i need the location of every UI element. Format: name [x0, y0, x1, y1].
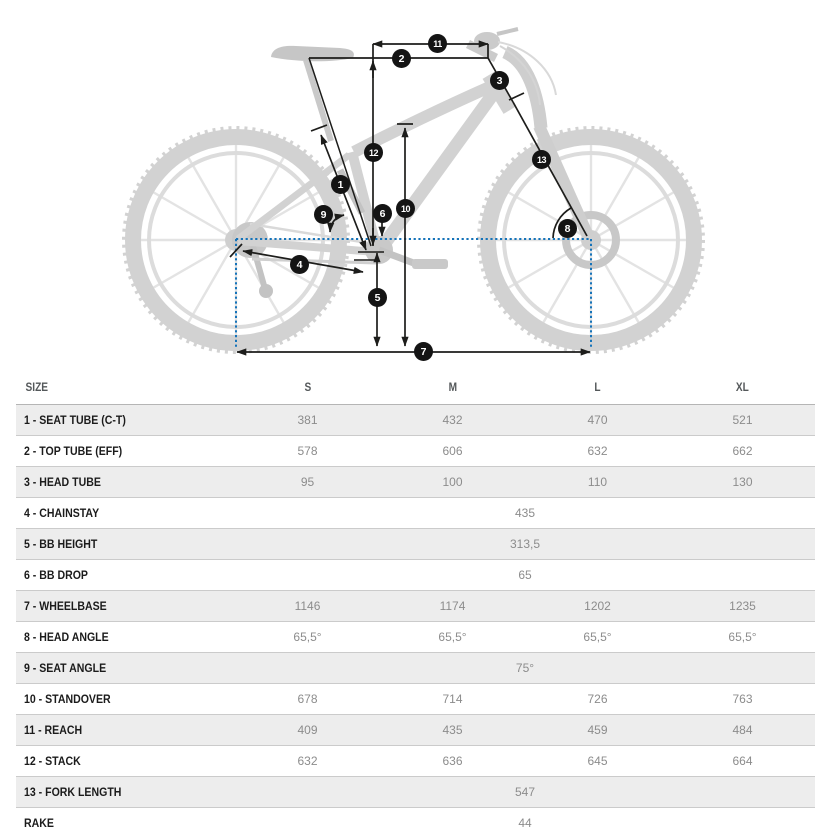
row-value: 459	[587, 723, 608, 737]
row-value: 65,5°	[583, 630, 612, 644]
geometry-table	[16, 372, 815, 830]
bike-geometry-diagram	[0, 0, 830, 372]
row-value: 432	[442, 413, 463, 427]
callout-9-seat-angle: 9	[314, 205, 333, 224]
row-value: 484	[732, 723, 753, 737]
table-row-bb-drop	[16, 560, 815, 591]
table-header-row	[16, 372, 815, 405]
callout-8-head-angle: 8	[558, 219, 577, 238]
row-value: 678	[297, 692, 318, 706]
bike-silhouette	[124, 29, 703, 352]
column-header-xl: XL	[670, 372, 815, 405]
callout-12-stack: 12	[364, 143, 383, 162]
column-header-m: M	[380, 372, 525, 405]
table-row-stack	[16, 746, 815, 777]
table-row-head-angle	[16, 622, 815, 653]
column-header-l: L	[525, 372, 670, 405]
row-value: 578	[297, 444, 318, 458]
callout-4-chainstay: 4	[290, 255, 309, 274]
row-value: 632	[297, 754, 318, 768]
size-header: SIZE	[16, 372, 235, 405]
row-value: 65,5°	[293, 630, 322, 644]
row-label: 12 - STACK	[24, 754, 81, 768]
row-value: 521	[732, 413, 753, 427]
callout-6-bb-drop: 6	[373, 204, 392, 223]
callout-13-fork-length: 13	[532, 150, 551, 169]
row-value: 662	[732, 444, 753, 458]
row-value: 95	[300, 475, 315, 489]
row-value-merged: 435	[514, 506, 536, 520]
row-label: 4 - CHAINSTAY	[24, 506, 100, 520]
callout-7-wheelbase: 7	[414, 342, 433, 361]
row-label: 5 - BB HEIGHT	[24, 537, 98, 551]
table-row-head-tube	[16, 467, 815, 498]
row-value: 1174	[439, 599, 466, 613]
row-label: 11 - REACH	[24, 723, 83, 737]
rear-derailleur	[259, 284, 273, 298]
row-value: 726	[587, 692, 608, 706]
row-value: 632	[587, 444, 608, 458]
row-value: 435	[442, 723, 463, 737]
callout-3-head-tube: 3	[490, 71, 509, 90]
table-row-wheelbase	[16, 591, 815, 622]
row-value: 645	[587, 754, 608, 768]
row-label: RAKE	[24, 816, 54, 830]
callout-11-reach: 11	[428, 34, 447, 53]
row-label: 9 - SEAT ANGLE	[24, 661, 107, 675]
row-label: 3 - HEAD TUBE	[24, 475, 101, 489]
table-row-rake	[16, 808, 815, 830]
row-value: 714	[442, 692, 463, 706]
row-value: 110	[587, 475, 608, 489]
row-value: 470	[587, 413, 608, 427]
row-value-merged: 313,5	[509, 537, 541, 551]
row-label: 10 - STANDOVER	[24, 692, 111, 706]
row-value: 606	[442, 444, 463, 458]
row-label: 2 - TOP TUBE (EFF)	[24, 444, 123, 458]
row-value: 763	[732, 692, 753, 706]
row-value-merged: 44	[518, 816, 532, 830]
table-row-standover	[16, 684, 815, 715]
row-value: 65,5°	[728, 630, 757, 644]
row-value-merged: 75°	[515, 661, 535, 675]
table-row-seat-angle	[16, 653, 815, 684]
column-header-s: S	[235, 372, 380, 405]
pedal	[412, 259, 448, 269]
row-value: 636	[442, 754, 463, 768]
row-value: 65,5°	[438, 630, 467, 644]
callout-1-seat-tube: 1	[331, 175, 350, 194]
callout-10-standover: 10	[396, 199, 415, 218]
table-row-fork-length	[16, 777, 815, 808]
row-value: 1146	[294, 599, 321, 613]
callout-2-top-tube: 2	[392, 49, 411, 68]
callout-5-bb-height: 5	[368, 288, 387, 307]
row-label: 7 - WHEELBASE	[24, 599, 107, 613]
row-value: 1235	[729, 599, 756, 613]
table-row-bb-height	[16, 529, 815, 560]
row-value-merged: 65	[518, 568, 532, 582]
row-value: 130	[732, 475, 753, 489]
row-label: 13 - FORK LENGTH	[24, 785, 122, 799]
row-label: 1 - SEAT TUBE (C-T)	[24, 413, 126, 427]
table-row-chainstay	[16, 498, 815, 529]
row-label: 6 - BB DROP	[24, 568, 88, 582]
row-value: 664	[732, 754, 753, 768]
row-value: 100	[442, 475, 463, 489]
row-label: 8 - HEAD ANGLE	[24, 630, 109, 644]
row-value-merged: 547	[514, 785, 536, 799]
table-row-top-tube	[16, 436, 815, 467]
saddle	[271, 46, 354, 61]
row-value: 381	[297, 413, 318, 427]
row-value: 409	[297, 723, 318, 737]
table-row-seat-tube	[16, 405, 815, 436]
row-value: 1202	[584, 599, 611, 613]
table-row-reach	[16, 715, 815, 746]
